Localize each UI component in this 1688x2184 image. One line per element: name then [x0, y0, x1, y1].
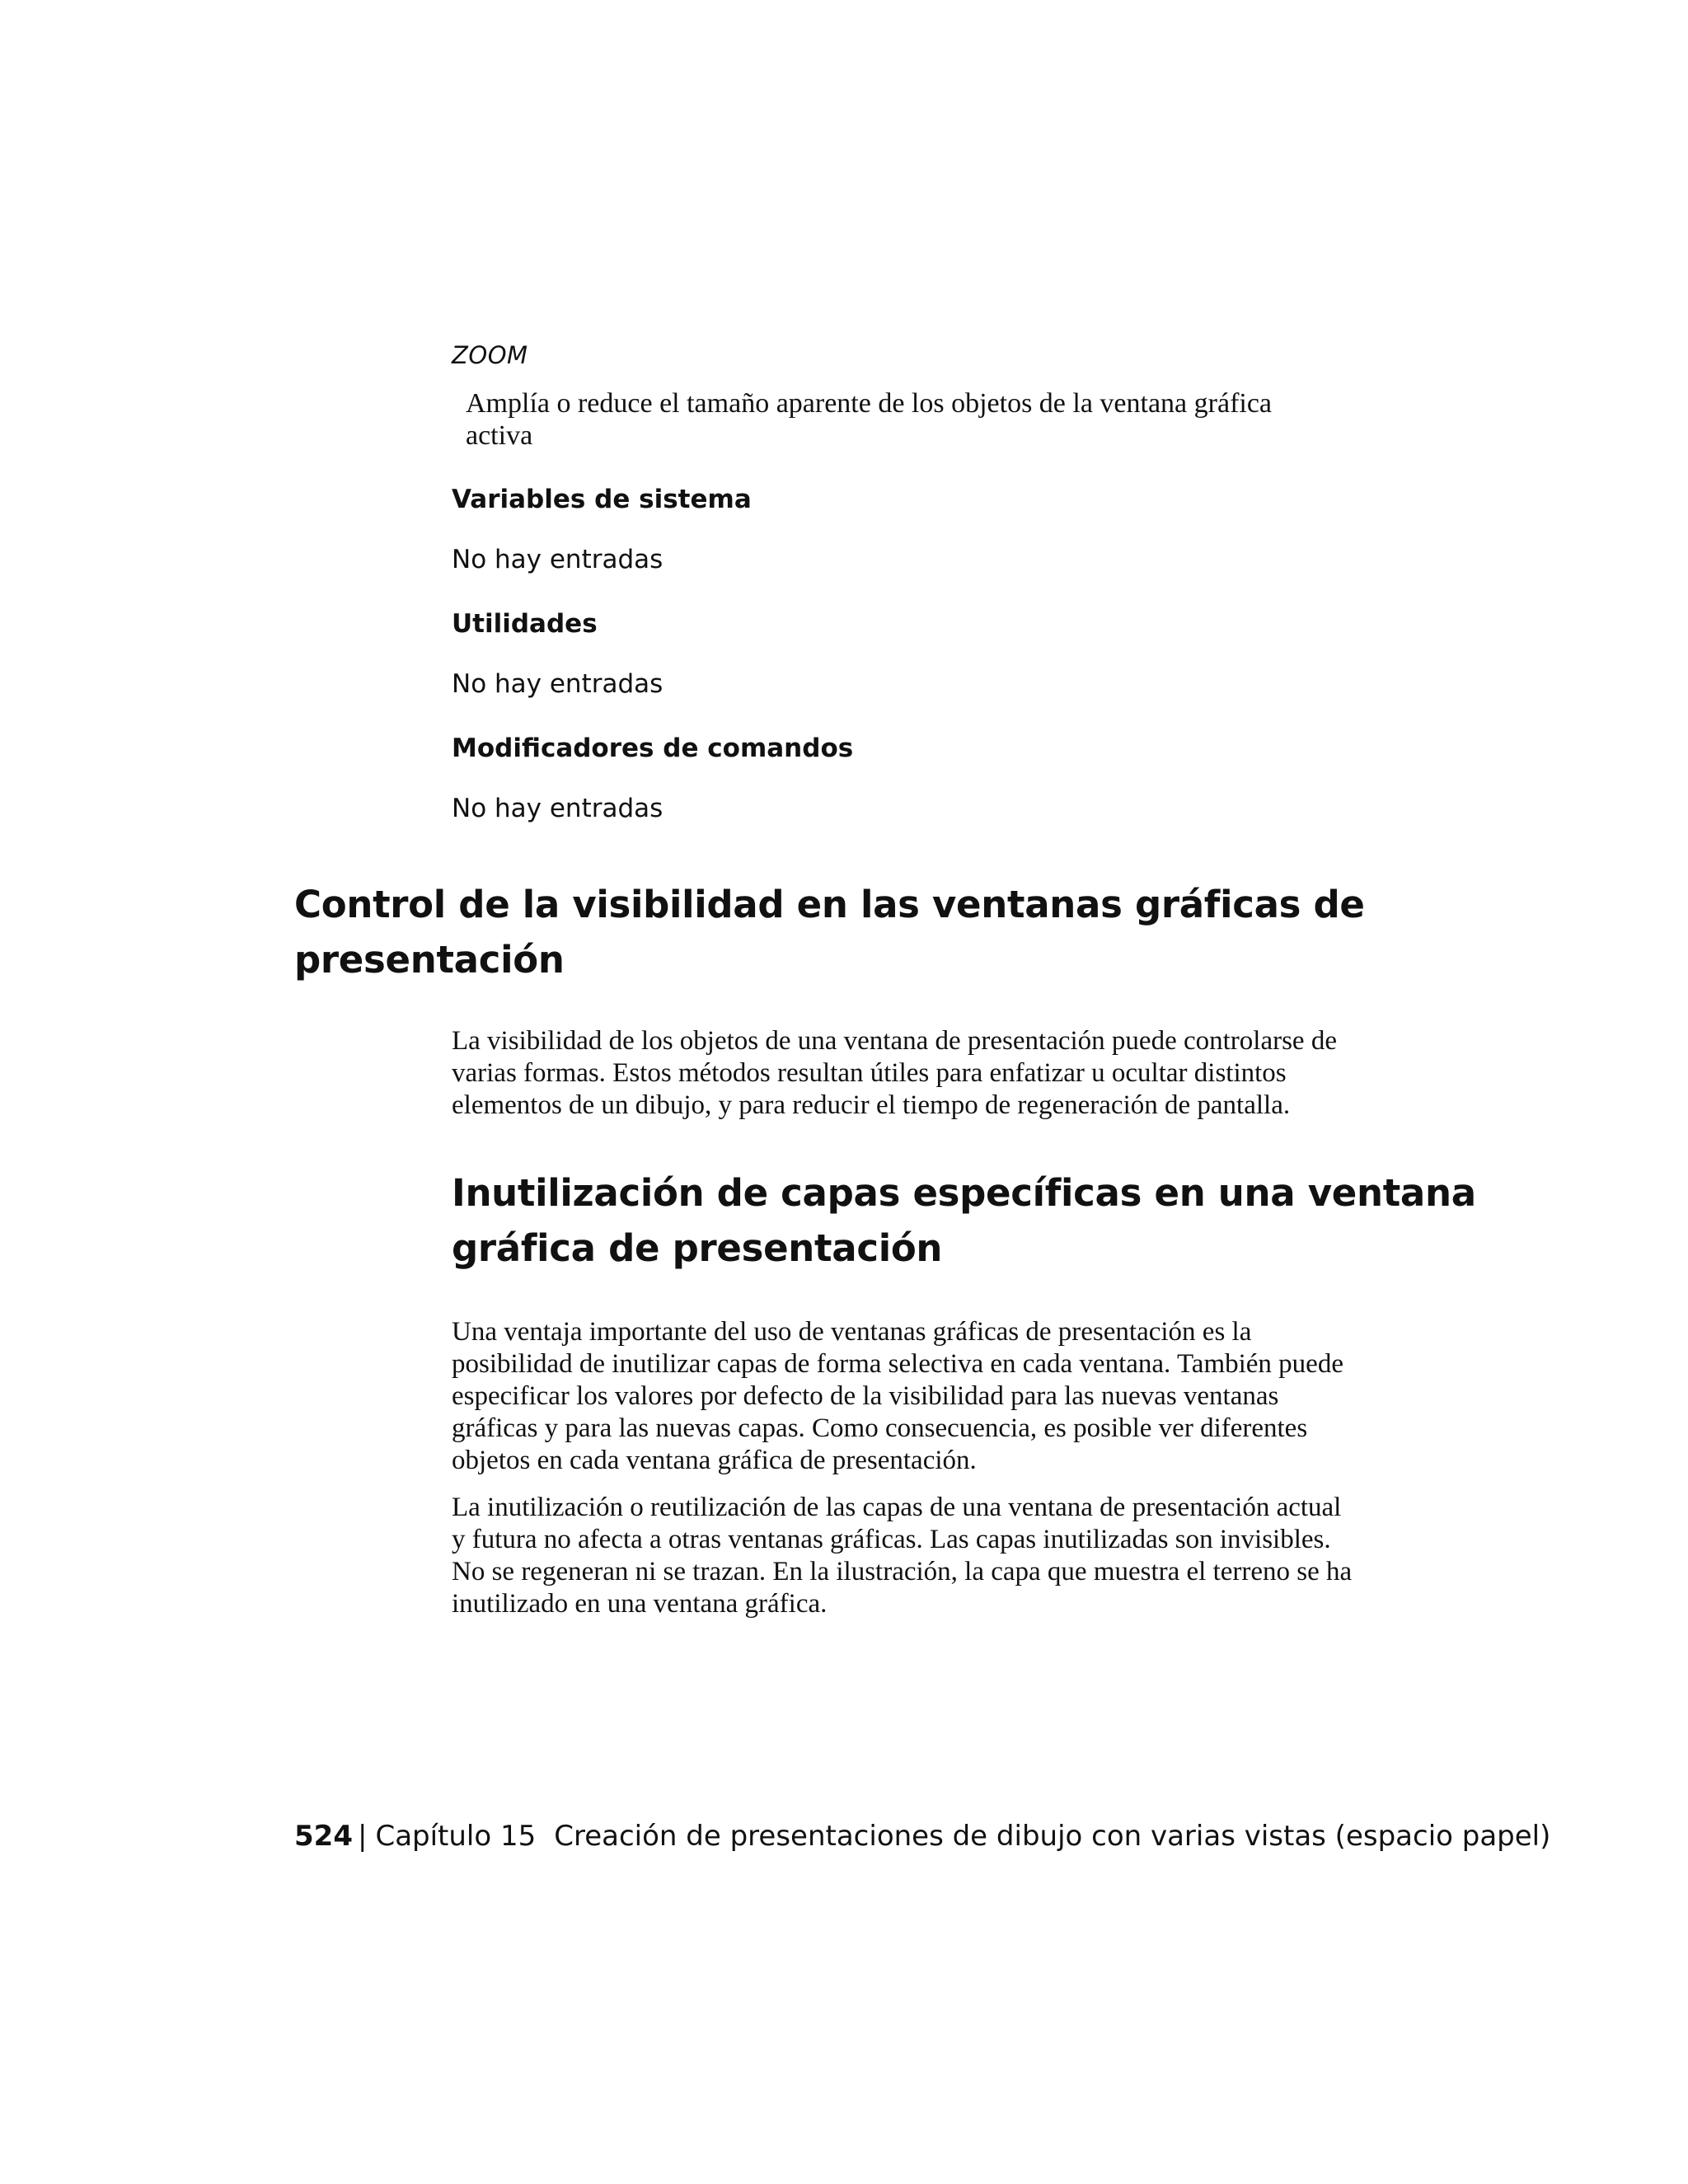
section-heading-system-variables: Variables de sistema	[452, 485, 752, 514]
command-name: ZOOM	[452, 341, 528, 369]
chapter-title: Creación de presentaciones de dibujo con varias vistas (espacio papel)	[554, 1820, 1551, 1853]
section-heading-utilities: Utilidades	[452, 609, 598, 639]
section-heading-command-modifiers: Modificadores de comandos	[452, 733, 854, 763]
sub-paragraph-2: La inutilización o reutilización de las capas de una ventana de presentación actual y futura no afecta a otras ventanas gráficas. Las capas inutilizadas son invisibles. No se regeneran ni se trazan. En la ilustración, la capa que muestra el terreno se ha inutilizado en una ventana gráfica.	[452, 1493, 1353, 1619]
main-paragraph: La visibilidad de los objetos de una ventana de presentación puede controlarse de varias formas. Estos métodos resultan útiles para enfatizar u ocultar distintos elementos de un dibujo, y para reducir el tiempo de regeneración de pantalla.	[452, 1026, 1337, 1120]
page-footer	[294, 1820, 1550, 1853]
section-text-system-variables: No hay entradas	[452, 545, 663, 574]
sub-paragraph-1: Una ventaja importante del uso de ventanas gráficas de presentación es la posibilidad de inutilizar capas de forma selectiva en cada ventana. También puede especificar los valores por defecto de la visibilidad para las nuevas ventanas gráficas y para las nuevas capas. Como consecuencia, es posible ver diferentes objetos en cada ventana gráfica de presentación.	[452, 1317, 1343, 1475]
footer-separator: |	[357, 1820, 368, 1853]
section-text-utilities: No hay entradas	[452, 669, 663, 699]
section-text-command-modifiers: No hay entradas	[452, 794, 663, 823]
main-heading: Control de la visibilidad en las ventanas gráficas de presentación	[294, 883, 1365, 982]
command-description: Amplía o reduce el tamaño aparente de los objetos de la ventana gráfica activa	[466, 388, 1273, 451]
chapter-label: Capítulo 15	[375, 1820, 537, 1853]
sub-heading: Inutilización de capas específicas en una ventana gráfica de presentación	[452, 1171, 1476, 1270]
page-number: 524	[294, 1820, 353, 1853]
